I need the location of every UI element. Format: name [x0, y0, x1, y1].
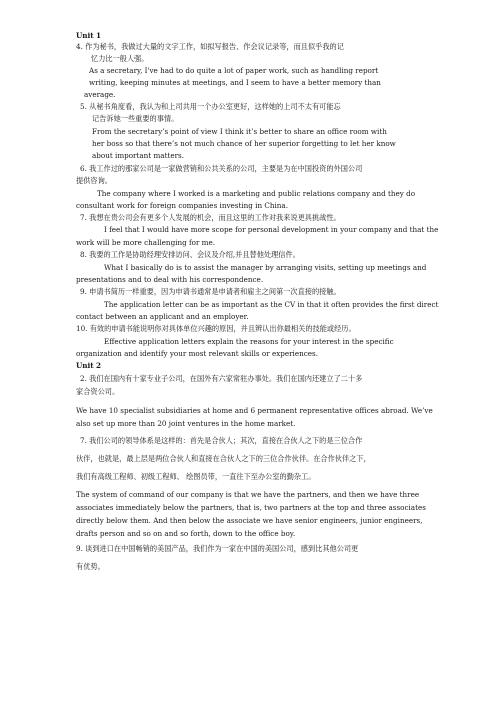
unit1-item6-zh-2: 提供咨询。: [76, 176, 112, 185]
unit2-item7-en-2: associates immediately below the partners, that is, two partners at the top and three associates: [76, 503, 426, 512]
unit1-item5-en-3: about important matters.: [92, 151, 185, 160]
unit1-item4-zh-1: 4. 作为秘书，我做过大量的文字工作，如拟写报告、作会议记录等，而且似乎我的记: [76, 42, 344, 51]
unit2-item9-zh-1: 9. 谈到进口在中国畅销的美国产品，我们作为一家在中国的美国公司，感到比其他公司更: [76, 544, 359, 553]
unit2-item7-en-3: directly below them. And then below the associate we have senior engineers, junior engineers,: [76, 516, 423, 525]
unit1-item6-en-2: consultant work for foreign companies investing in China.: [76, 201, 289, 210]
unit2-heading: Unit 2: [76, 361, 102, 370]
unit1-item9-en-1: The application letter can be as important as the CV in that it often provides the first direct: [104, 300, 439, 309]
unit1-item5-zh-2: 记告诉她一些重要的事情。: [92, 114, 179, 123]
unit2-item7-en-4: drafts person and so on and so forth, down to the office boy.: [76, 529, 296, 538]
unit2-item7-zh-2: 伙伴，也就是，最上层是两位合伙人和直接在合伙人之下的三位合作伙伴。在合作伙伴之下，: [76, 454, 371, 463]
unit1-item6-en-1: The company where I worked is a marketing and public relations company and they do: [97, 189, 416, 198]
unit1-item4-en-1: As a secretary, I've had to do quite a lot of paper work, such as handling report: [89, 66, 379, 75]
unit1-item5-en-2: her boss so that there’s not much chance of her superior forgetting to let her know: [92, 139, 396, 148]
unit1-item4-zh-2: 忆力比一般人强。: [91, 54, 149, 63]
unit1-item7-zh-1: 7. 我想在贵公司会有更多个人发展的机会，而且这里的工作对我来说更具挑战性。: [80, 213, 341, 222]
unit1-item8-zh-1: 8. 我要的工作是协助经理安排访问、会议及介绍,并且替他处理信件。: [80, 250, 300, 259]
unit2-item9-zh-2: 有优势。: [76, 562, 105, 571]
unit1-item8-en-2: presentations and to deal with his correspondence.: [76, 275, 264, 284]
unit1-item7-en-2: work will be more challenging for me.: [76, 238, 216, 247]
unit1-item8-en-1: What I basically do is to assist the manager by arranging visits, setting up meetings and: [104, 263, 427, 272]
unit2-item2-en-1: We have 10 specialist subsidiaries at home and 6 permanent representative offices abroad. We’ve: [76, 406, 433, 415]
unit1-heading: Unit 1: [76, 31, 102, 40]
unit2-item2-zh-1: 2. 我们在国内有十家专业子公司，在国外有六家常驻办事处。我们在国内还建立了二十多: [80, 374, 363, 383]
unit1-item10-en-2: organization and identify your most relevant skills or experiences.: [76, 349, 318, 358]
unit2-item2-en-2: also set up more than 20 joint ventures in the home market.: [76, 419, 296, 428]
unit2-item7-zh-1: 7. 我们公司的领导体系是这样的：首先是合伙人；其次，直接在合伙人之下的是三位合作: [80, 436, 363, 445]
unit1-item10-zh-1: 10. 有效的申请书能说明你对具体单位兴趣的原因，并且辨认出你最相关的技能或经历。: [76, 324, 356, 333]
unit1-item9-zh-1: 9. 申请书简历一样重要，因为申请书通常是申请者和雇主之间第一次直接的接触。: [80, 287, 341, 296]
unit1-item4-en-2: writing, keeping minutes at meetings, and I seem to have a better memory than: [89, 78, 381, 87]
unit1-item4-en-3: average.: [84, 90, 116, 99]
unit2-item7-zh-3: 我们有高级工程师、初级工程师、 绘图员带，一直往下至办公室的勤杂工。: [76, 472, 316, 481]
unit1-item10-en-1: Effective application letters explain the reasons for your interest in the specific: [104, 337, 394, 346]
unit1-item5-zh-1: 5. 从秘书角度看，我认为和上司共用一个办公室更好，这样她的上司不太有可能忘: [80, 102, 341, 111]
unit1-item9-en-2: contact between an applicant and an employer.: [76, 312, 249, 321]
unit2-item7-en-1: The system of command of our company is that we have the partners, and then we have three: [76, 490, 420, 499]
unit1-item5-en-1: From the secretary’s point of view I think it’s better to share an office room with: [92, 127, 387, 136]
unit1-item6-zh-1: 6. 我工作过的那家公司是一家做营销和公共关系的公司，主要是为在中国投资的外国公司: [80, 164, 363, 173]
unit2-item2-zh-2: 家合资公司。: [76, 387, 120, 396]
unit1-item7-en-1: I feel that I would have more scope for personal development in your company and that the: [104, 225, 439, 234]
